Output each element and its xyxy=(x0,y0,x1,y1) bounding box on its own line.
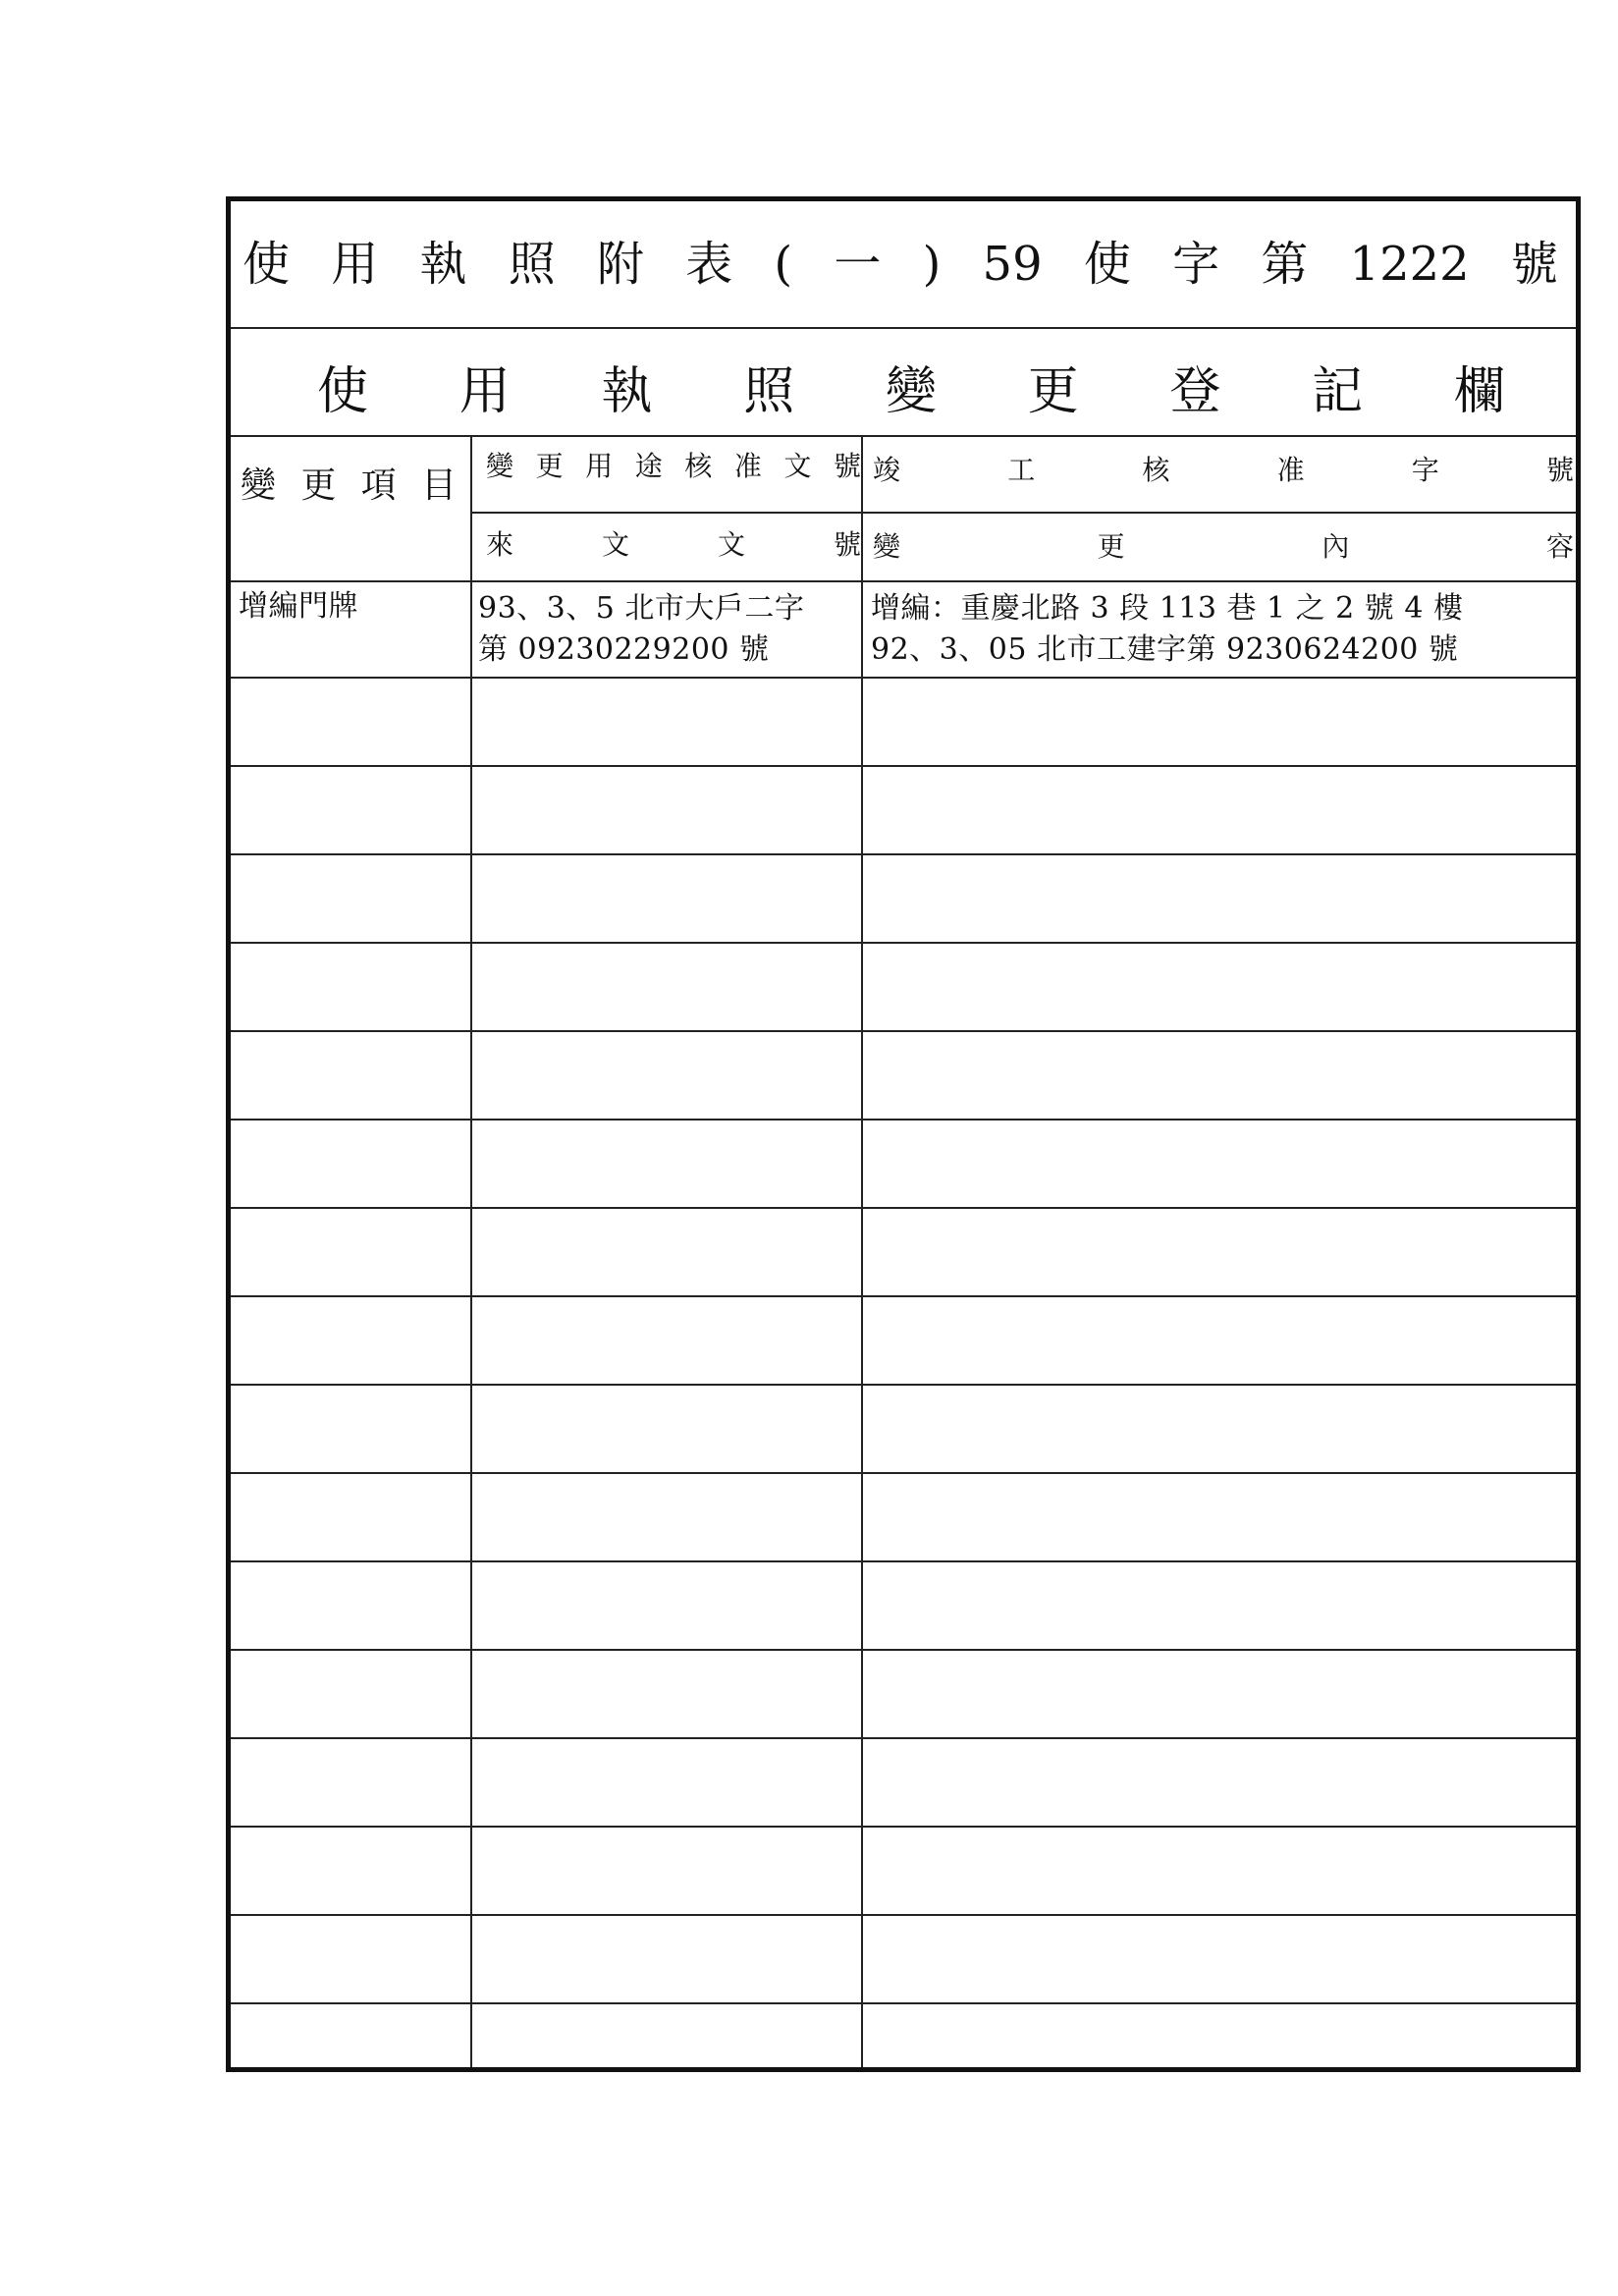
title-char: 附 xyxy=(596,237,644,292)
header-char: 工 xyxy=(1007,454,1036,486)
heading-char: 欄 xyxy=(1453,362,1505,421)
header-char: 文 xyxy=(717,528,745,561)
header-char: 目 xyxy=(420,465,457,506)
row-change-item: 增編門牌 xyxy=(239,589,358,624)
row-line xyxy=(231,1384,1576,1386)
header-char: 號 xyxy=(833,450,861,482)
column-divider xyxy=(470,435,472,2067)
header-char: 來 xyxy=(486,528,514,561)
row-line xyxy=(231,1560,1576,1562)
heading-char: 照 xyxy=(743,362,795,421)
form-title xyxy=(243,237,1558,292)
title-char: 表 xyxy=(685,237,733,292)
row-doc-number-line2: 第 09230229200 號 xyxy=(478,632,770,667)
row-line xyxy=(231,1295,1576,1297)
title-char: 59 xyxy=(982,237,1043,292)
section-heading xyxy=(317,362,1505,421)
header-char: 更 xyxy=(1097,530,1125,563)
heading-char: 登 xyxy=(1169,362,1221,421)
row-line xyxy=(231,942,1576,944)
column-header-approval-doc xyxy=(486,450,861,482)
title-char: 字 xyxy=(1172,237,1220,292)
divider xyxy=(231,435,1576,437)
header-char: 准 xyxy=(1276,454,1305,486)
title-char: 使 xyxy=(1083,237,1131,292)
column-header-incoming-doc xyxy=(486,528,861,561)
divider xyxy=(231,327,1576,329)
title-char: 一 xyxy=(834,237,882,292)
header-char: 途 xyxy=(634,450,663,482)
column-header-completion-approval xyxy=(873,454,1574,486)
divider xyxy=(231,580,1576,582)
title-char: 照 xyxy=(508,237,556,292)
header-char: 用 xyxy=(585,450,614,482)
divider xyxy=(470,512,1576,514)
header-char: 更 xyxy=(535,450,564,482)
column-header-change-content xyxy=(873,530,1574,563)
header-char: 准 xyxy=(733,450,762,482)
row-line xyxy=(231,1826,1576,1828)
header-char: 變 xyxy=(241,465,277,506)
row-line xyxy=(231,1914,1576,1916)
heading-char: 記 xyxy=(1312,362,1364,421)
header-char: 變 xyxy=(486,450,514,482)
row-line xyxy=(231,853,1576,855)
header-char: 文 xyxy=(783,450,812,482)
row-content-line1: 增編：重慶北路 3 段 113 巷 1 之 2 號 4 樓 xyxy=(871,591,1464,626)
title-char: ) xyxy=(922,237,942,292)
heading-char: 用 xyxy=(458,362,511,421)
header-char: 核 xyxy=(684,450,713,482)
column-header-change-item xyxy=(241,465,457,506)
row-line xyxy=(231,677,1576,679)
header-char: 號 xyxy=(833,528,861,561)
heading-char: 更 xyxy=(1027,362,1079,421)
heading-char: 執 xyxy=(601,362,653,421)
title-char: 執 xyxy=(419,237,467,292)
header-char: 內 xyxy=(1321,530,1350,563)
row-line xyxy=(231,2002,1576,2004)
heading-char: 變 xyxy=(885,362,937,421)
row-line xyxy=(231,1472,1576,1474)
row-line xyxy=(231,765,1576,767)
title-char: 使 xyxy=(243,237,291,292)
header-char: 字 xyxy=(1411,454,1439,486)
heading-char: 使 xyxy=(317,362,369,421)
row-content-line2: 92、3、05 北市工建字第 9230624200 號 xyxy=(871,632,1459,667)
title-char: ( xyxy=(774,237,793,292)
row-line xyxy=(231,1030,1576,1032)
row-doc-number-line1: 93、3、5 北市大戶二字 xyxy=(478,591,805,626)
row-line xyxy=(231,1649,1576,1651)
title-char: 1222 xyxy=(1349,237,1470,292)
row-line xyxy=(231,1737,1576,1739)
title-char: 第 xyxy=(1261,237,1309,292)
row-line xyxy=(231,1119,1576,1121)
title-char: 號 xyxy=(1510,237,1558,292)
header-char: 變 xyxy=(873,530,901,563)
header-char: 竣 xyxy=(873,454,901,486)
header-char: 更 xyxy=(300,465,337,506)
header-char: 號 xyxy=(1545,454,1574,486)
header-char: 項 xyxy=(360,465,397,506)
license-form xyxy=(226,196,1581,2072)
header-char: 容 xyxy=(1545,530,1574,563)
column-divider xyxy=(861,435,863,2067)
header-char: 核 xyxy=(1142,454,1170,486)
title-char: 用 xyxy=(331,237,379,292)
row-line xyxy=(231,1207,1576,1209)
header-char: 文 xyxy=(601,528,629,561)
